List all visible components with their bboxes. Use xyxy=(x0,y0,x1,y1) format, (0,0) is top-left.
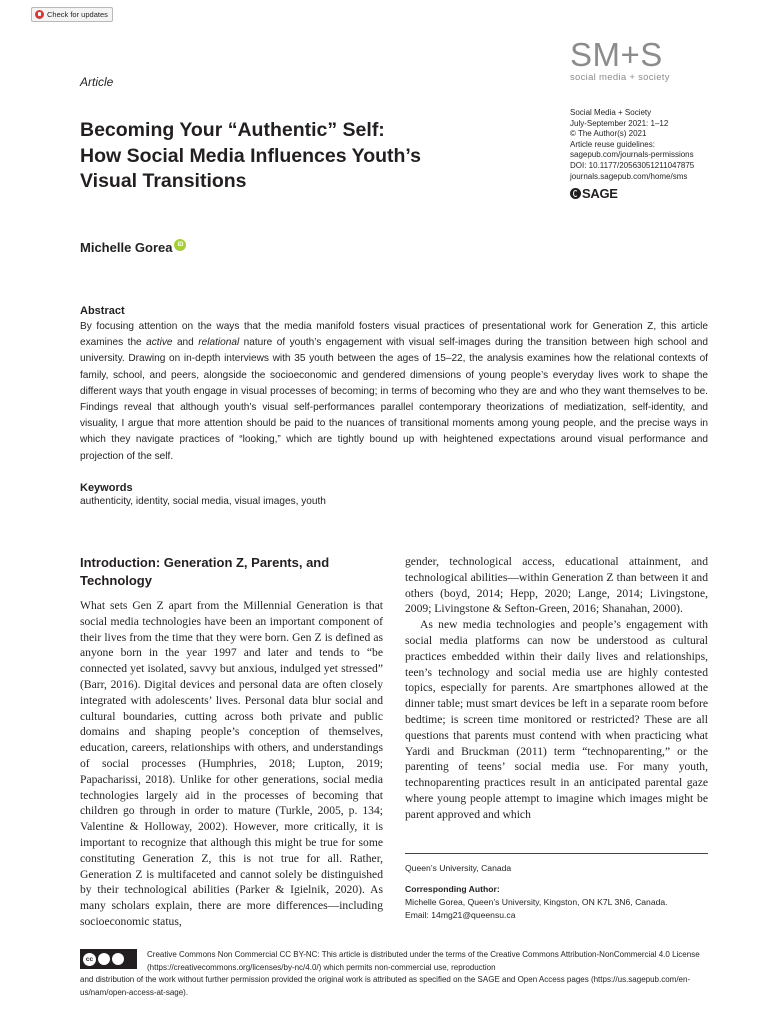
author-line xyxy=(80,240,186,255)
corresponding-author-details xyxy=(405,896,715,922)
attribution-icon xyxy=(98,953,110,965)
paragraph: What sets Gen Z apart from the Millennial Generation is that social media technologies have been an important component of their lives from the time that they were born. Gen Z is defined as anyone born in the year 1997 and later and tends to “be connected yet isolated, savvy but anxious, indulged yet stressed” (Barr, 2016). Digital devices and personal data are often closely integrated with adolescents’ lives. Personal data blur social and cultural boundaries, cutting across both private and public domains and shaping people’s conception of themselves, education, careers, relationships with others, and understandings of social processes (Humphries, 2018; Lupton, 2019; Papacharissi, 2018). Unlike for other generations, social media technologies largely aid in the processes of becoming that children go through in order to mature (Turkle, 2005, p. 134; Valentine & Holloway, 2002). However, more critically, it is important to recognize that although this might be true for some constituting Generation Z, this is not true for all. Rather, Generation Z is multifaceted and cannot solely be distinguished by their technological abilities (Parker & Igielnik, 2020). As many scholars explain, there are more differences—including socioeconomic status, xyxy=(80,599,383,928)
reuse-label: Article reuse guidelines: xyxy=(570,139,655,149)
update-icon xyxy=(35,10,44,19)
publisher-name: SAGE xyxy=(582,186,618,201)
creative-commons-badge[interactable] xyxy=(80,949,137,969)
article-type-label: Article xyxy=(80,75,114,89)
publisher-logo xyxy=(570,186,618,201)
check-for-updates-badge[interactable] xyxy=(31,7,113,22)
corresponding-address: Michelle Gorea, Queen’s University, Kingston, ON K7L 3N6, Canada. xyxy=(405,897,668,907)
article-title xyxy=(80,118,560,195)
paragraph: As new media technologies and people’s engagement with social media platforms can now be understood as cultural practices embedded within their daily lives and relationships, teen’s technology and social media use are highly contested topics, especially for parents. Are smartphones allowed at the dinner table; must smart devices be left in a separate room before bedtime; is screen time monitored or restricted? These are all questions that parents must contend with when practicing what Yardi and Bruckman (2011) term “technoparenting,” or the parenting of teens’ social media use. For many youth, technoparenting practices result in an anticipated parental gaze where young people attempt to imagine which images might be parent approved and which xyxy=(405,618,708,821)
abstract-heading: Abstract xyxy=(80,305,125,317)
check-for-updates-label: Check for updates xyxy=(47,10,108,19)
license-statement-continued: and distribution of the work without further permission provided the original work is attributed as specified on the SAGE and Open Access pages (https://us.sagepub.com/en-us/nam/open-access-at-sage). xyxy=(80,975,691,997)
publication-info xyxy=(570,108,694,182)
journal-logo-mark: SM+S xyxy=(570,36,663,73)
doi[interactable]: DOI: 10.1177/20563051211047875 xyxy=(570,160,695,170)
corresponding-email[interactable]: Email: 14mg21@queensu.ca xyxy=(405,909,516,920)
author-name: Michelle Gorea xyxy=(80,240,173,255)
keywords-heading: Keywords xyxy=(80,482,133,494)
journal-home-link[interactable]: journals.sagepub.com/home/sms xyxy=(570,171,688,181)
copyright: © The Author(s) 2021 xyxy=(570,129,647,139)
author-affiliation: Queen’s University, Canada xyxy=(405,863,512,873)
title-line-3: Visual Transitions xyxy=(80,170,247,192)
journal-name: Social Media + Society xyxy=(570,108,652,117)
left-column-text xyxy=(80,598,383,930)
issue-pages: July-September 2021: 1–12 xyxy=(570,118,669,128)
title-line-2: How Social Media Influences Youth’s xyxy=(80,144,421,167)
corresponding-author-heading: Corresponding Author: xyxy=(405,884,500,894)
permissions-link[interactable]: sagepub.com/journals-permissions xyxy=(570,150,694,160)
abstract-text: By focusing attention on the ways that the media manifold fosters visual practices of presentational work for Generation Z, this article examines the active and relational nature of youth’s engagement with visual self-images during the transition between high school and university. Drawing on in-depth interviews with 35 youth between the ages of 15–22, the analysis examines how the relational contexts of family, school, and peers, alongside the socioeconomic and gendered dimensions of young people’s everyday lives work to shape the different ways that youth engage in visual processes of becoming; in terms of becoming who they are and who they want themselves to be. Findings reveal that although youth’s visual self-performances parallel contemporary theorizations of mediatization, self-identity, and visuality, I argue that more attention should be paid to the nuances of transitional moments among young people, and the precise ways in which they navigate practices of “looking,” which are tightly bound up with heightened expectations around visual performance and projection of the self. xyxy=(80,321,709,462)
journal-logo xyxy=(570,38,680,83)
paragraph: gender, technological access, educational attainment, and technological abilities—within Generation Z than between it and others (boyd, 2014; Hepp, 2020; Lange, 2014; Livingstone, 2009; Livingstone & Sefton-Green, 2016; Shanahan, 2000). xyxy=(405,555,708,616)
footnote-divider xyxy=(405,853,708,854)
sage-s-icon xyxy=(570,188,581,199)
section-heading: Introduction: Generation Z, Parents, and Technology xyxy=(80,555,330,588)
title-line-1: Becoming Your “Authentic” Self: xyxy=(80,119,385,141)
noncommercial-icon xyxy=(112,953,124,965)
keywords-list: authenticity, identity, social media, visual images, youth xyxy=(80,496,326,507)
right-column-text xyxy=(405,554,708,823)
journal-logo-subtitle: social media + society xyxy=(570,72,670,83)
cc-icon: cc xyxy=(83,953,96,966)
orcid-icon[interactable]: iD xyxy=(174,239,186,251)
license-statement: Creative Commons Non Commercial CC BY-NC: This article is distributed under the terms of the Creative Commons Attribution-NonCommercial 4.0 License (https://creativecommons.org/licenses/by-nc/4.0/) which permits non-commercial use, reproduction xyxy=(147,950,700,972)
